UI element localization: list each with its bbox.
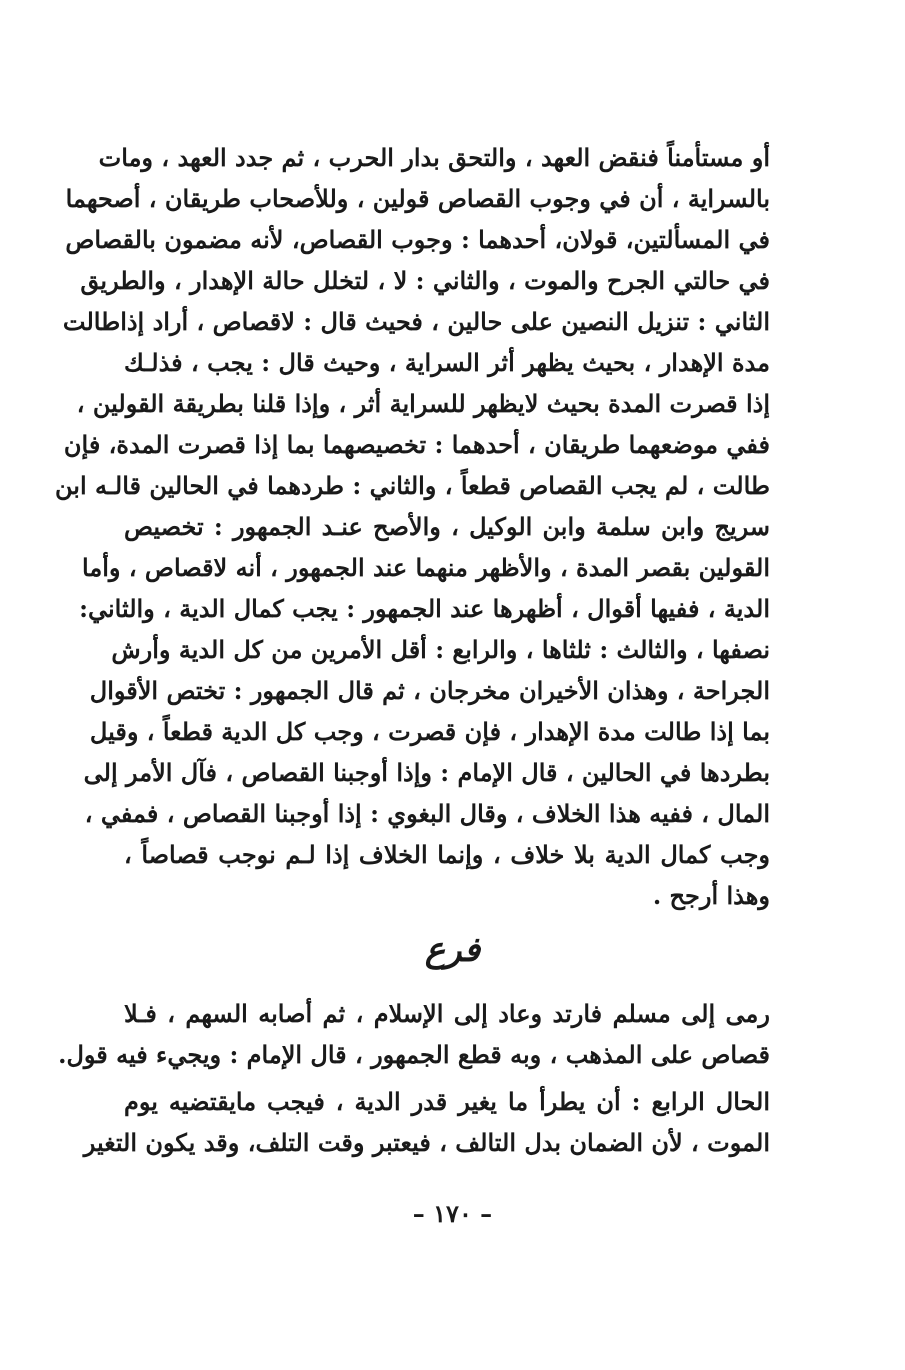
text-line: بالسراية ، أن في وجوب القصاص قولين ، وللأصحاب طريقان ، أصحهما [65, 184, 770, 213]
text-line: سريج وابن سلمة وابن الوكيل ، والأصح عنـد الجمهور : تخصيص [124, 512, 770, 541]
text-line: وجب كمال الدية بلا خلاف ، وإنما الخلاف إذا لـم نوجب قصاصاً ، [124, 840, 770, 869]
text-line: طالت ، لم يجب القصاص قطعاً ، والثاني : طردهما في الحالين قالـه ابن [55, 471, 770, 500]
fourth-case-paragraph [83, 1081, 770, 1163]
page-number: – ١٧٠ – [412, 1199, 493, 1228]
text-line: الثاني : تنزيل النصين على حالين ، فحيث قال : لاقصاص ، أراد إذاطالت [62, 307, 770, 336]
section-heading: فرع [424, 930, 481, 970]
text-line: ففي موضعهما طريقان ، أحدهما : تخصيصهما بما إذا قصرت المدة، فإن [63, 430, 770, 459]
text-line: في حالتي الجرح والموت ، والثاني : لا ، لتخلل حالة الإهدار ، والطريق [80, 266, 770, 295]
text-line: إذا قصرت المدة بحيث لايظهر للسراية أثر ، وإذا قلنا بطريقة القولين ، [76, 389, 770, 418]
text-line: الدية ، ففيها أقوال ، أظهرها عند الجمهور : يجب كمال الدية ، والثاني: [79, 594, 770, 623]
text-line: الحال الرابع : أن يطرأ ما يغير قدر الدية ، فيجب مايقتضيه يوم [124, 1087, 770, 1116]
text-line: قصاص على المذهب ، وبه قطع الجمهور ، قال الإمام : ويجيء فيه قول. [58, 1040, 770, 1069]
text-line: بما إذا طالت مدة الإهدار ، فإن قصرت ، وجب كل الدية قطعاً ، وقيل [89, 717, 770, 746]
text-line: الجراحة ، وهذان الأخيران مخرجان ، ثم قال الجمهور : تختص الأقوال [89, 676, 770, 705]
text-line: وهذا أرجح . [652, 881, 770, 910]
text-line: رمى إلى مسلم فارتد وعاد إلى الإسلام ، ثم أصابه السهم ، فـلا [124, 999, 770, 1028]
text-line: مدة الإهدار ، بحيث يظهر أثر السراية ، وحيث قال : يجب ، فذلـك [124, 348, 770, 377]
text-line: أو مستأمناً فنقض العهد ، والتحق بدار الحرب ، ثم جدد العهد ، ومات [98, 143, 770, 172]
main-paragraph [55, 137, 770, 916]
branch-paragraph [58, 993, 770, 1075]
text-line: القولين بقصر المدة ، والأظهر منهما عند الجمهور ، أنه لاقصاص ، وأما [82, 553, 770, 582]
text-line: بطردها في الحالين ، قال الإمام : وإذا أوجبنا القصاص ، فآل الأمر إلى [83, 758, 770, 787]
text-line: المال ، ففيه هذا الخلاف ، وقال البغوي : إذا أوجبنا القصاص ، فمفي ، [84, 799, 770, 828]
text-line: في المسألتين، قولان، أحدهما : وجوب القصاص، لأنه مضمون بالقصاص [65, 225, 770, 254]
text-line: الموت ، لأن الضمان بدل التالف ، فيعتبر وقت التلف، وقد يكون التغير [83, 1128, 770, 1157]
text-line: نصفها ، والثالث : ثلثاها ، والرابع : أقل الأمرين من كل الدية وأرش [111, 635, 770, 664]
